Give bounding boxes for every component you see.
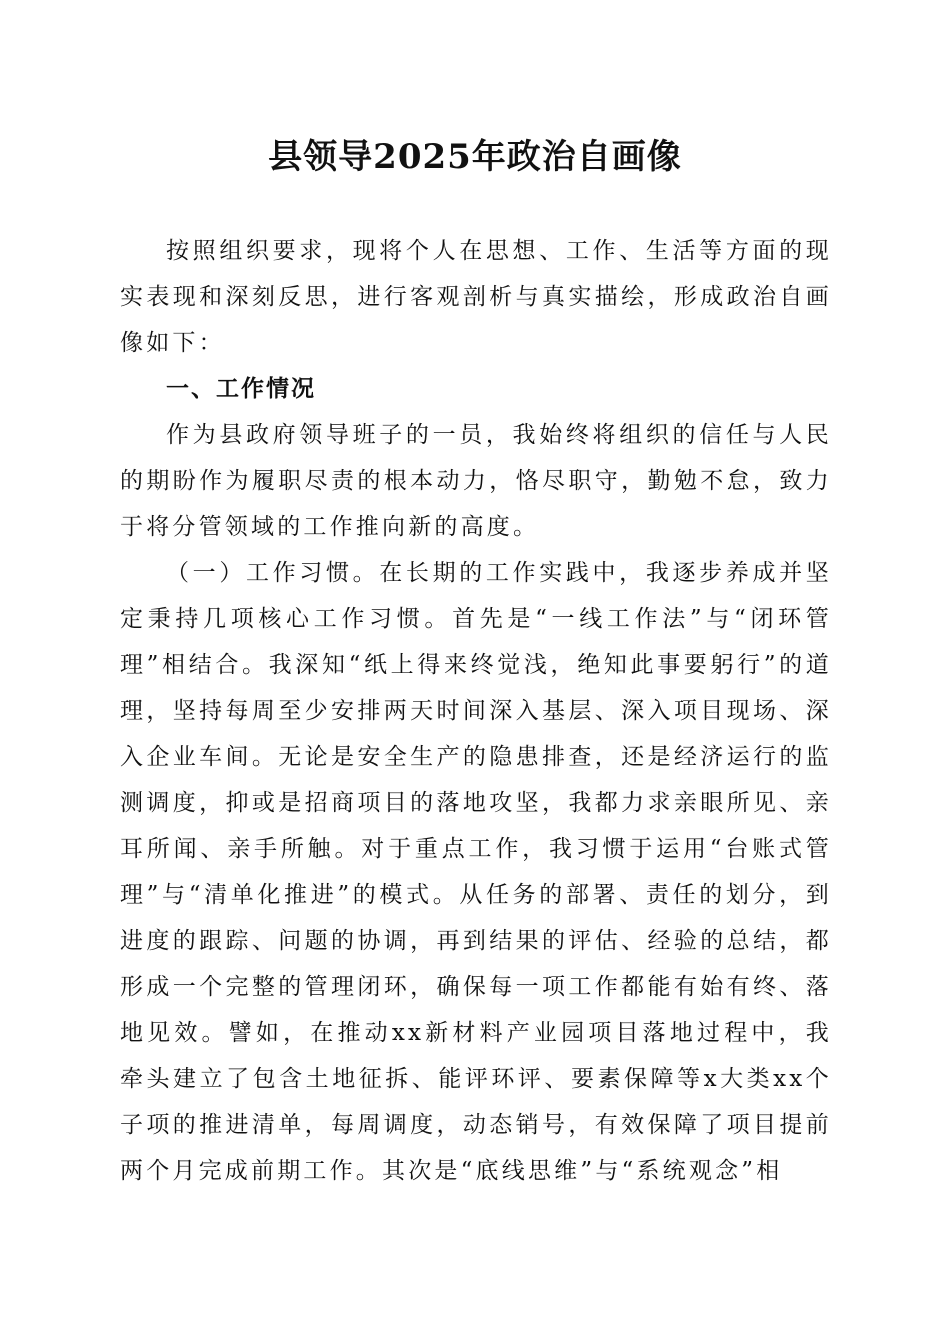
subsection-text: 在长期的工作实践中，我逐步养成并坚定秉持几项核心工作习惯。首先是“一线工作法”与“闭环管理”相结合。我深知“纸上得来终觉浅，绝知此事要躬行”的道理，坚持每周至少安排两天时间深入基层、深入项目现场、深入企业车间。无论是安全生产的隐患排查，还是经济运行的监测调度，抑或是招商项目的落地攻坚，我都力求亲眼所见、亲耳所闻、亲手所触。对于重点工作，我习惯于运用“台账式管理”与“清单化推进”的模式。从任务的部署、责任的划分，到进度的跟踪、问题的协调，再到结果的评估、经验的总结，都形成一个完整的管理闭环，确保每一项工作都能有始有终、落地见效。譬如，在推动xx新材料产业园项目落地过程中，我牵头建立了包含土地征拆、能评环评、要素保障等x大类xx个子项的推进清单，每周调度，动态销号，有效保障了项目提前两个月完成前期工作。其次是“底线思维”与“系统观念”相 [120,560,832,1184]
section-paragraph: 作为县政府领导班子的一员，我始终将组织的信任与人民的期盼作为履职尽责的根本动力，恪尽职守，勤勉不怠，致力于将分管领域的工作推向新的高度。 [120,422,832,540]
section-heading: 一、工作情况 [166,376,316,402]
document-title: 县领导2025年政治自画像 [268,137,682,177]
subsection-paragraph [120,550,832,1194]
subsection-heading: （一）工作习惯。 [166,560,380,586]
intro-paragraph: 按照组织要求，现将个人在思想、工作、生活等方面的现实表现和深刻反思，进行客观剖析与真实描绘，形成政治自画像如下： [120,238,832,356]
document-body [120,228,832,1194]
